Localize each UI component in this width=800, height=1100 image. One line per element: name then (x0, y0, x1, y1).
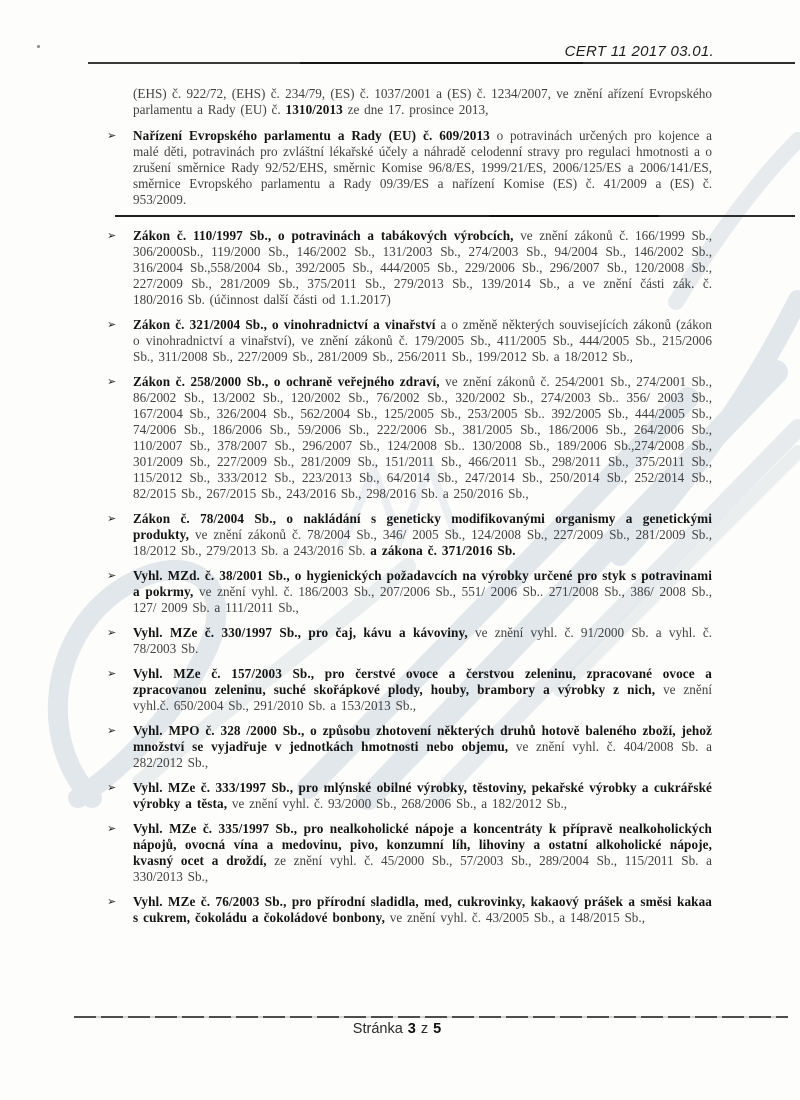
legal-item (107, 821, 712, 885)
text-segment-bold: Vyhl. MZe č. 335/1997 Sb., pro nealkoholické nápoje a koncentráty k přípravě nealkoholických nápojů, ovocná vína a medovinu, pivo, konzumní líh, lihoviny a ostatní alkoholické nápoje, kvasný ocet a droždí, (133, 821, 712, 868)
footer-label: Stránka (352, 1021, 403, 1037)
text-segment-bold: Zákon č. 110/1997 Sb., o potravinách a tabákových výrobcích, (133, 228, 514, 243)
text-segment: ve znění vyhl. č. 93/2000 Sb., 268/2006 Sb., a 182/2012 Sb., (227, 796, 568, 811)
arrow-bullet-icon: ➢ (107, 626, 117, 639)
text-segment-bold: Vyhl. MZe č. 330/1997 Sb., pro čaj, kávu a kávoviny, (133, 625, 468, 640)
legal-item-text (133, 228, 712, 308)
intro-paragraph (133, 86, 712, 118)
legal-item (107, 625, 712, 657)
text-segment-bold: Nařízení Evropského parlamentu a Rady (EU) č. 609/2013 (133, 128, 490, 143)
text-segment-bold: Vyhl. MZe č. 76/2003 Sb., pro přírodní sladidla, med, cukrovinky, kakaový prášek a směsi kakaa s cukrem, čokoládu a čokoládové bonbony, (133, 894, 712, 925)
legal-item (107, 317, 712, 365)
text-segment: ve znění vyhl. č. 186/2003 Sb., 207/2006 Sb., 551/ 2006 Sb.. 271/2008 Sb., 386/ 2008 Sb., 127/ 2009 Sb. a 111/2011 Sb., (133, 584, 712, 615)
text-segment: ve znění zákonů č. 166/1999 Sb., 306/2000Sb., 119/2000 Sb., 146/2002 Sb., 131/2003 Sb., 274/2003 Sb., 94/2004 Sb., 146/2002 Sb., 316/2004 Sb.,558/2004 Sb., 392/2005 Sb., 444/2005 Sb., 229/2006 Sb., 296/2007 Sb., 120/2008 Sb., 227/2009 Sb., 281/2009 Sb., 375/2011 Sb., 279/2013 Sb., 139/2014 Sb., a ve znění části zák. č. 180/2016 Sb. (účinnost další části od 1.1.2017) (133, 228, 712, 307)
text-segment: ve znění vyhl.č. 650/2004 Sb., 291/2010 Sb. a 153/2013 Sb., (133, 682, 712, 713)
arrow-bullet-icon: ➢ (107, 822, 117, 835)
arrow-bullet-icon: ➢ (107, 375, 117, 388)
text-segment-bold: Vyhl. MZe č. 333/1997 Sb., pro mlýnské obilné výrobky, těstoviny, pekařské výrobky a cukrářské výrobky a těsta, (133, 780, 712, 811)
footer-page-number: 3 (407, 1021, 416, 1037)
text-segment: o potravinách určených pro kojence a malé děti, potravinách pro zvláštní lékařské účely a náhradě celodenní stravy pro regulaci hmotnosti a o zrušení směrnice Rady 92/52/EHS, směrnic Komise 96/8/ES, 1999/21/ES, 2006/125/ES a 2006/141/ES, směrnice Evropského parlamentu a Rady 09/39/ES a nařízení Komise (ES) č. 41/2009 a (ES) č. 953/2009. (133, 128, 712, 207)
arrow-bullet-icon: ➢ (107, 667, 117, 680)
arrow-bullet-icon: ➢ (107, 569, 117, 582)
legal-item-text (133, 894, 712, 926)
document-body (107, 86, 712, 935)
text-segment: ve znění zákonů č. 254/2001 Sb., 274/2001 Sb., 86/2002 Sb., 13/2002 Sb., 120/2002 Sb., 76/2002 Sb., 320/2002 Sb., 274/2003 Sb.. 356/ 2003 Sb., 167/2004 Sb., 326/2004 Sb., 562/2004 Sb., 125/2005 Sb., 253/2005 Sb.. 392/2005 Sb., 444/2005 Sb., 74/2006 Sb., 186/2006 Sb., 59/2006 Sb., 222/2006 Sb., 381/2005 Sb., 186/2006 Sb., 264/2006 Sb., 110/2007 Sb., 378/2007 Sb., 296/2007 Sb., 124/2008 Sb.. 130/2008 Sb., 189/2006 Sb.,274/2008 Sb., 301/2009 Sb., 227/2009 Sb., 281/2009 Sb., 151/2011 Sb., 466/2011 Sb., 298/2011 Sb., 375/2011 Sb., 115/2012 Sb., 333/2012 Sb., 223/2013 Sb., 64/2014 Sb., 247/2014 Sb., 250/2014 Sb., 252/2014 Sb., 82/2015 Sb., 267/2015 Sb., 243/2016 Sb., 298/2016 Sb. a 250/2016 Sb., (133, 374, 712, 501)
legal-item-text (133, 317, 712, 365)
scan-artifact-dot (37, 45, 40, 48)
legal-item (107, 666, 712, 714)
arrow-bullet-icon: ➢ (107, 129, 117, 142)
text-segment: ve znění vyhl. č. 91/2000 Sb. a vyhl. č. 78/2003 Sb. (133, 625, 712, 656)
legal-item-text (133, 374, 712, 502)
legal-item (107, 374, 712, 502)
legal-item-text (133, 128, 712, 208)
arrow-bullet-icon: ➢ (107, 724, 117, 737)
arrow-bullet-icon: ➢ (107, 895, 117, 908)
legal-item-text (133, 666, 712, 714)
footer-total-pages: 5 (433, 1021, 442, 1037)
legal-item-text (133, 568, 712, 616)
section-divider-rule (115, 215, 795, 217)
header-rule (88, 62, 795, 64)
text-segment: ze znění vyhl. č. 45/2000 Sb., 57/2003 Sb., 289/2004 Sb., 115/2011 Sb. a 330/2013 Sb., (133, 853, 712, 884)
text-segment-bold: Zákon č. 258/2000 Sb., o ochraně veřejného zdraví, (133, 374, 440, 389)
legal-item (107, 228, 712, 308)
page-footer (0, 1021, 794, 1037)
arrow-bullet-icon: ➢ (107, 318, 117, 331)
text-segment-bold: 1310/2013 (285, 102, 343, 117)
legal-item-text (133, 625, 712, 657)
text-segment-bold: Vyhl. MZd. č. 38/2001 Sb., o hygienických požadavcích na výrobky určené pro styk s potravinami a pokrmy, (133, 568, 712, 599)
text-segment: (EHS) č. 922/72, (EHS) č. 234/79, (ES) č. 1037/2001 a (ES) č. 1234/2007, ve znění ařízení Evropského parlamentu a Rady (EU) č. (133, 86, 712, 117)
arrow-bullet-icon: ➢ (107, 512, 117, 525)
legal-item (107, 723, 712, 771)
text-segment-bold: Vyhl. MPO č. 328 /2000 Sb., o způsobu zhotovení některých druhů hotově baleného zboží, jehož množství se vyjadřuje v jednotkách hmotnosti nebo objemu, (133, 723, 712, 754)
footer-rule (74, 1016, 788, 1018)
legal-item-text (133, 780, 712, 812)
text-segment: ze dne 17. prosince 2013, (342, 102, 489, 117)
text-segment-bold: Vyhl. MZe č. 157/2003 Sb., pro čerstvé ovoce a čerstvou zeleninu, zpracované ovoce a zpracovanou zeleninu, suché skořápkové plody, houby, brambory a výrobky z nich, (133, 666, 712, 697)
text-segment: a o změně některých souvisejících zákonů (zákon o vinohradnictví a vinařství), ve znění zákonů č. 179/2005 Sb., 411/2005 Sb., 444/2005 Sb., 215/2006 Sb., 311/2008 Sb., 227/2009 Sb., 281/2009 Sb., 256/2011 Sb., 199/2012 Sb. a 18/2012 Sb., (133, 317, 712, 364)
text-segment-bold: Zákon č. 321/2004 Sb., o vinohradnictví a vinařství (133, 317, 436, 332)
legal-item-text (133, 821, 712, 885)
regulation-list (107, 128, 712, 208)
law-list (107, 228, 712, 926)
text-segment-bold: Zákon č. 78/2004 Sb., o nakládání s geneticky modifikovanými organismy a genetickými produkty, (133, 511, 712, 542)
legal-item-text (133, 723, 712, 771)
document-reference: CERT 11 2017 03.01. (564, 43, 714, 60)
text-segment: ve znění zákonů č. 78/2004 Sb., 346/ 2005 Sb., 124/2008 Sb., 227/2009 Sb., 281/2009 Sb., 18/2012 Sb., 279/2013 Sb. a 243/2016 Sb. (133, 527, 712, 558)
text-segment: ve znění vyhl. č. 43/2005 Sb., a 148/2015 Sb., (384, 910, 645, 925)
legal-item (107, 511, 712, 559)
legal-item (107, 128, 712, 208)
legal-item (107, 780, 712, 812)
legal-item (107, 894, 712, 926)
arrow-bullet-icon: ➢ (107, 229, 117, 242)
legal-item-text (133, 511, 712, 559)
text-segment-bold: a zákona č. 371/2016 Sb. (370, 543, 516, 558)
legal-item (107, 568, 712, 616)
text-segment: ve znění vyhl. č. 404/2008 Sb. a 282/2012 Sb., (133, 739, 712, 770)
arrow-bullet-icon: ➢ (107, 781, 117, 794)
footer-of-word: z (420, 1021, 429, 1037)
